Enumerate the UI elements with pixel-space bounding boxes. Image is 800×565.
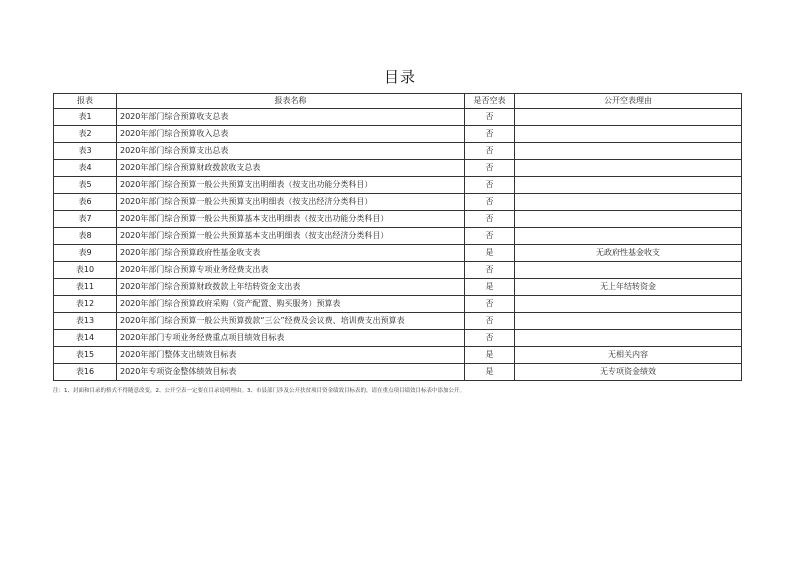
report-name-cell: 2020年部门综合预算财政拨款收支总表 xyxy=(117,160,465,177)
table-row xyxy=(54,211,742,228)
table-row xyxy=(54,364,742,381)
report-name-cell: 2020年专项资金整体绩效目标表 xyxy=(117,364,465,381)
report-name-cell: 2020年部门专项业务经费重点项目绩效目标表 xyxy=(117,330,465,347)
is-empty-cell: 否 xyxy=(465,296,515,313)
is-empty-cell: 是 xyxy=(465,347,515,364)
table-row xyxy=(54,296,742,313)
empty-reason-cell xyxy=(515,330,742,347)
empty-reason-cell xyxy=(515,177,742,194)
report-name-cell: 2020年部门综合预算收入总表 xyxy=(117,126,465,143)
table-row xyxy=(54,109,742,126)
table-row xyxy=(54,313,742,330)
empty-reason-cell xyxy=(515,262,742,279)
report-number-cell: 表4 xyxy=(54,160,117,177)
report-number-cell: 表11 xyxy=(54,279,117,296)
is-empty-cell: 否 xyxy=(465,330,515,347)
report-name-cell: 2020年部门综合预算一般公共预算支出明细表（按支出经济分类科目） xyxy=(117,194,465,211)
is-empty-cell: 否 xyxy=(465,194,515,211)
table-row xyxy=(54,262,742,279)
table-row xyxy=(54,347,742,364)
is-empty-cell: 否 xyxy=(465,109,515,126)
report-number-cell: 表14 xyxy=(54,330,117,347)
empty-reason-cell: 无相关内容 xyxy=(515,347,742,364)
report-name-cell: 2020年部门综合预算支出总表 xyxy=(117,143,465,160)
is-empty-cell: 否 xyxy=(465,177,515,194)
report-number-cell: 表15 xyxy=(54,347,117,364)
page-title: 目录 xyxy=(383,68,416,86)
report-name-cell: 2020年部门综合预算专项业务经费支出表 xyxy=(117,262,465,279)
report-name-cell: 2020年部门综合预算一般公共预算支出明细表（按支出功能分类科目） xyxy=(117,177,465,194)
report-name-cell: 2020年部门综合预算政府采购（资产配置、购买服务）预算表 xyxy=(117,296,465,313)
empty-reason-cell xyxy=(515,296,742,313)
empty-reason-cell xyxy=(515,126,742,143)
is-empty-cell: 否 xyxy=(465,262,515,279)
table-row xyxy=(54,194,742,211)
empty-reason-cell xyxy=(515,143,742,160)
table-row xyxy=(54,245,742,262)
table-row xyxy=(54,228,742,245)
table-row xyxy=(54,126,742,143)
table-header-row xyxy=(54,94,742,109)
report-number-cell: 表16 xyxy=(54,364,117,381)
is-empty-cell: 否 xyxy=(465,211,515,228)
report-name-cell: 2020年部门综合预算一般公共预算基本支出明细表（按支出经济分类科目） xyxy=(117,228,465,245)
report-number-cell: 表9 xyxy=(54,245,117,262)
is-empty-cell: 是 xyxy=(465,364,515,381)
table-row xyxy=(54,279,742,296)
empty-reason-cell xyxy=(515,313,742,330)
table-row xyxy=(54,330,742,347)
footnote: 注：1、封面和目录的格式不得随意改变。2、公开空表一定要在目录说明理由。3、市县部门涉及公开扶贫项目资金绩效目标表的，请在重点项目绩效目标表中添加公开。 xyxy=(53,388,466,394)
report-number-cell: 表13 xyxy=(54,313,117,330)
header-is-empty: 是否空表 xyxy=(465,94,515,109)
header-report-name: 报表名称 xyxy=(117,94,465,109)
report-name-cell: 2020年部门综合预算一般公共预算拨款“三公”经费及会议费、培训费支出预算表 xyxy=(117,313,465,330)
empty-reason-cell xyxy=(515,194,742,211)
report-number-cell: 表3 xyxy=(54,143,117,160)
empty-reason-cell xyxy=(515,160,742,177)
empty-reason-cell xyxy=(515,109,742,126)
report-name-cell: 2020年部门综合预算收支总表 xyxy=(117,109,465,126)
report-number-cell: 表6 xyxy=(54,194,117,211)
empty-reason-cell xyxy=(515,228,742,245)
header-empty-reason: 公开空表理由 xyxy=(515,94,742,109)
report-number-cell: 表10 xyxy=(54,262,117,279)
is-empty-cell: 否 xyxy=(465,313,515,330)
report-name-cell: 2020年部门综合预算一般公共预算基本支出明细表（按支出功能分类科目） xyxy=(117,211,465,228)
report-name-cell: 2020年部门整体支出绩效目标表 xyxy=(117,347,465,364)
header-report-no: 报表 xyxy=(54,94,117,109)
table-row xyxy=(54,177,742,194)
is-empty-cell: 否 xyxy=(465,126,515,143)
index-table xyxy=(53,93,742,381)
is-empty-cell: 是 xyxy=(465,279,515,296)
report-name-cell: 2020年部门综合预算政府性基金收支表 xyxy=(117,245,465,262)
report-number-cell: 表8 xyxy=(54,228,117,245)
is-empty-cell: 否 xyxy=(465,160,515,177)
empty-reason-cell xyxy=(515,211,742,228)
empty-reason-cell: 无专项资金绩效 xyxy=(515,364,742,381)
report-number-cell: 表2 xyxy=(54,126,117,143)
table-row xyxy=(54,160,742,177)
is-empty-cell: 否 xyxy=(465,228,515,245)
report-number-cell: 表1 xyxy=(54,109,117,126)
empty-reason-cell: 无政府性基金收支 xyxy=(515,245,742,262)
is-empty-cell: 否 xyxy=(465,143,515,160)
table-row xyxy=(54,143,742,160)
is-empty-cell: 是 xyxy=(465,245,515,262)
report-number-cell: 表5 xyxy=(54,177,117,194)
report-number-cell: 表7 xyxy=(54,211,117,228)
empty-reason-cell: 无上年结转资金 xyxy=(515,279,742,296)
report-number-cell: 表12 xyxy=(54,296,117,313)
report-name-cell: 2020年部门综合预算财政拨款上年结转资金支出表 xyxy=(117,279,465,296)
